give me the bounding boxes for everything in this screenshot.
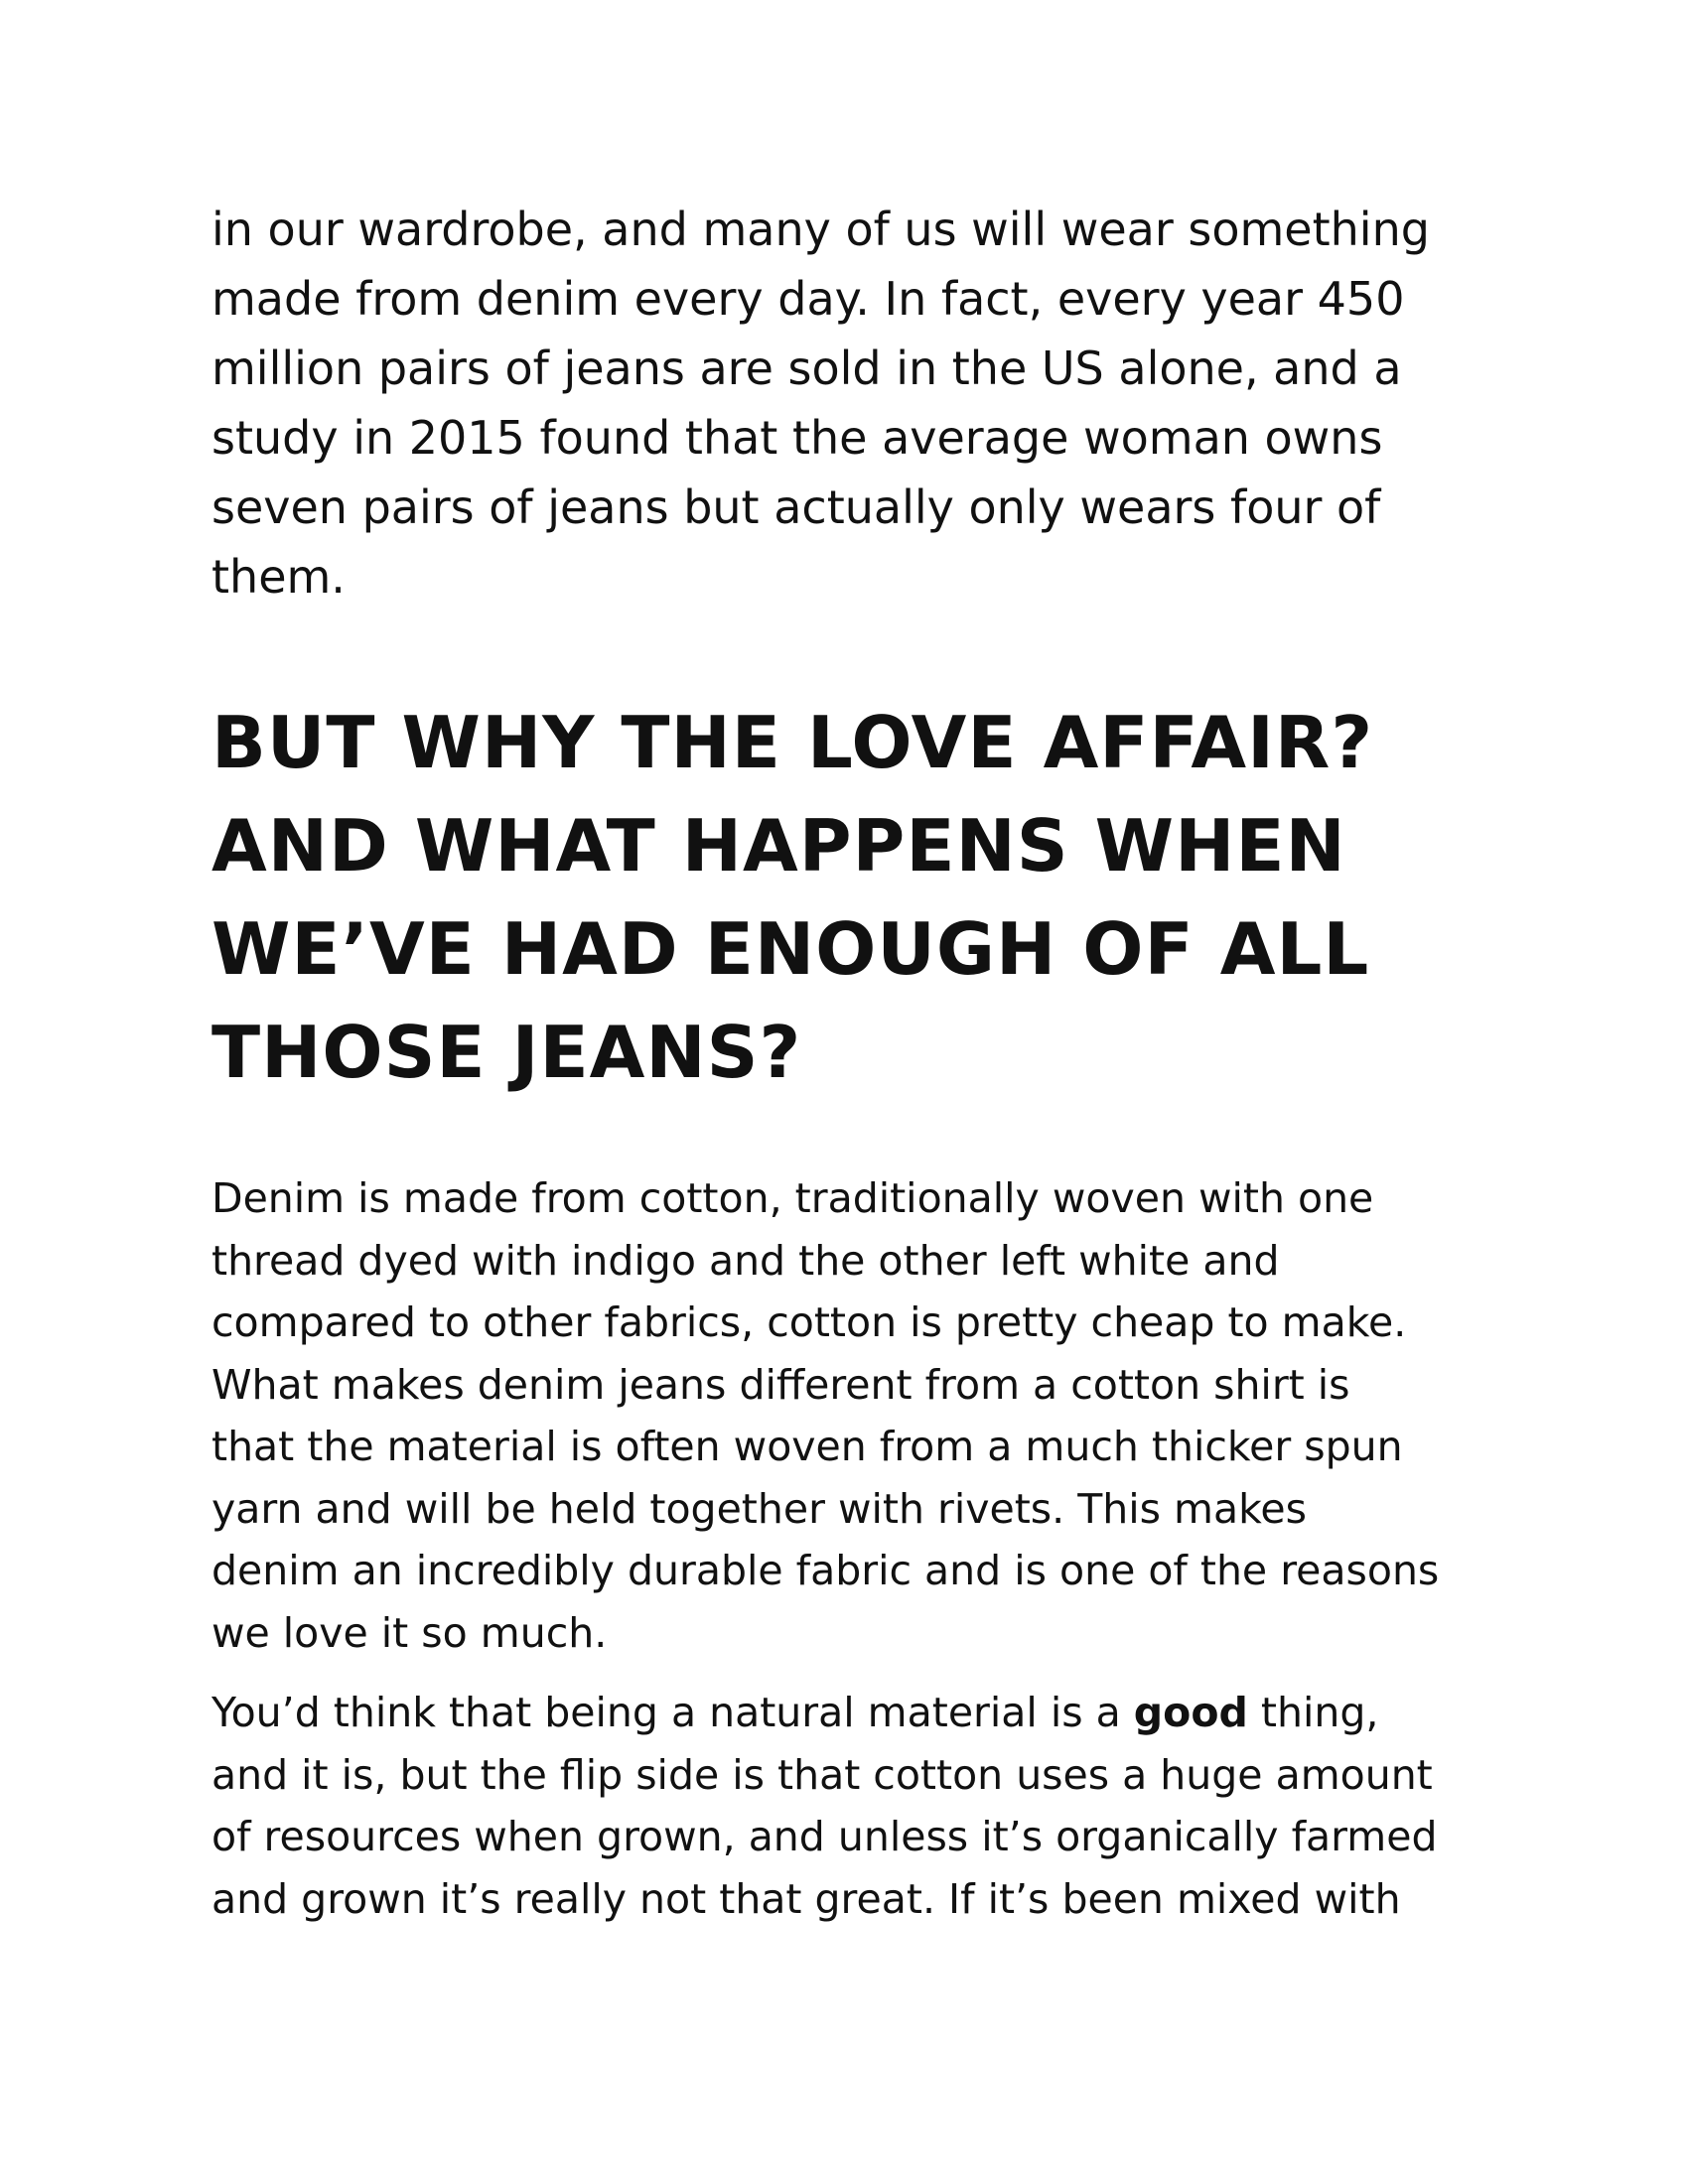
text-run: thing, bbox=[1247, 1689, 1379, 1736]
section-heading bbox=[211, 691, 1502, 1104]
intro-paragraph bbox=[211, 195, 1502, 612]
heading-line: THOSE JEANS? bbox=[211, 1011, 802, 1094]
heading-line: AND WHAT HAPPENS WHEN bbox=[211, 804, 1346, 887]
text-line: that the material is often woven from a much thicker spun bbox=[211, 1423, 1403, 1470]
text-line: made from denim every day. In fact, every year 450 bbox=[211, 272, 1405, 326]
text-line: compared to other fabrics, cotton is pretty cheap to make. bbox=[211, 1298, 1407, 1346]
text-line: and it is, but the flip side is that cotton uses a huge amount bbox=[211, 1750, 1433, 1799]
body-paragraph-denim bbox=[211, 1167, 1502, 1664]
text-line: study in 2015 found that the average woman owns bbox=[211, 411, 1383, 465]
text-run: You’d think that being a natural material is a bbox=[211, 1689, 1134, 1736]
heading-line: BUT WHY THE LOVE AFFAIR? bbox=[211, 701, 1374, 784]
text-line: of resources when grown, and unless it’s organically farmed bbox=[211, 1813, 1438, 1860]
document-page bbox=[211, 195, 1502, 1923]
text-line: What makes denim jeans different from a cotton shirt is bbox=[211, 1360, 1350, 1409]
text-line: yarn and will be held together with rivets. This makes bbox=[211, 1484, 1307, 1533]
text-line: thread dyed with indigo and the other left white and bbox=[211, 1236, 1280, 1285]
text-line: and grown it’s really not that great. If it’s been mixed with bbox=[211, 1874, 1401, 1923]
text-line: in our wardrobe, and many of us will wear something bbox=[211, 203, 1430, 256]
text-line: million pairs of jeans are sold in the US alone, and a bbox=[211, 341, 1402, 395]
emphasis-good: good bbox=[1133, 1689, 1248, 1736]
text-line: seven pairs of jeans but actually only wears four of bbox=[211, 480, 1381, 534]
text-line: we love it so much. bbox=[211, 1608, 608, 1657]
text-line: Denim is made from cotton, traditionally woven with one bbox=[211, 1174, 1374, 1222]
body-paragraph-cotton bbox=[211, 1682, 1502, 1930]
text-line: denim an incredibly durable fabric and is one of the reasons bbox=[211, 1547, 1440, 1594]
text-line: them. bbox=[211, 550, 346, 604]
heading-line: WE’VE HAD ENOUGH OF ALL bbox=[211, 907, 1370, 991]
text-line bbox=[211, 1682, 1502, 1744]
